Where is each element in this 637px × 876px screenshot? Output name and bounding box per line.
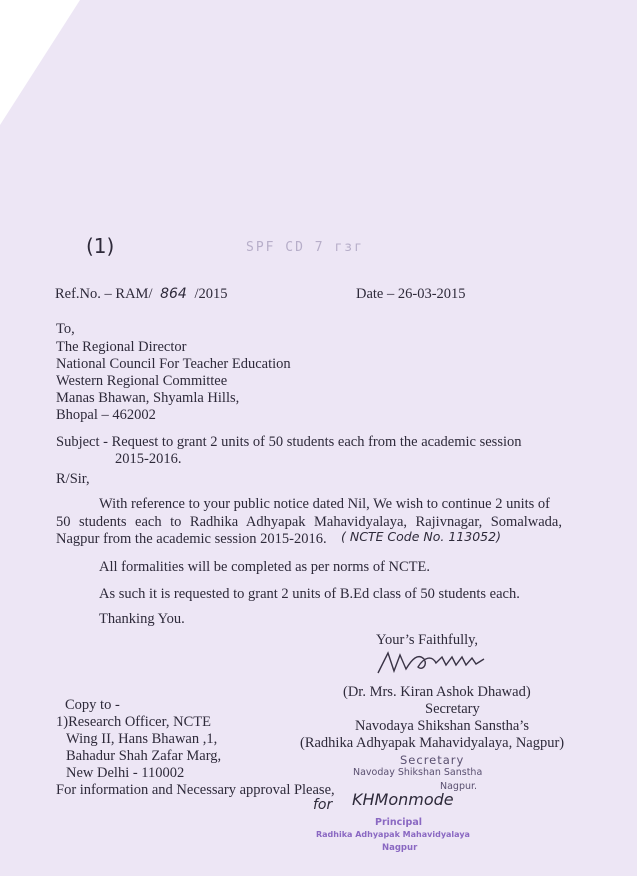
ref-handwritten-number: 864 [160, 286, 187, 302]
for-handwritten: for [313, 797, 333, 813]
principal-stamp-city: Nagpur [382, 843, 418, 853]
address-line: National Council For Teacher Education [56, 356, 291, 372]
ref-prefix: Ref.No. – RAM/ [55, 286, 153, 302]
thanking-line: Thanking You. [99, 611, 185, 627]
secretary-stamp-title: Secretary [400, 753, 465, 767]
copy-to-line: New Delhi - 110002 [66, 765, 185, 781]
principal-stamp-institution: Radhika Adhyapak Mahavidyalaya [316, 830, 470, 839]
copy-to-line: Bahadur Shah Zafar Marg, [66, 748, 222, 764]
letter-date: Date – 26-03-2015 [356, 286, 466, 302]
to-salutation: To, [56, 321, 75, 337]
secretary-signature [372, 645, 502, 679]
copy-to-heading: Copy to - [65, 697, 120, 713]
body-paragraph-line: Nagpur from the academic session 2015-2016. [56, 531, 327, 547]
page-marker: (1) [86, 234, 115, 258]
ref-suffix: /2015 [194, 286, 228, 302]
folded-corner [0, 0, 80, 125]
secretary-stamp-city: Nagpur. [440, 781, 478, 792]
closing-faithfully: Your’s Faithfully, [376, 632, 479, 648]
signatory-name: (Dr. Mrs. Kiran Ashok Dhawad) [343, 684, 531, 700]
copy-to-footer: For information and Necessary approval Please, [56, 782, 335, 798]
body-paragraph-line: 50 students each to Radhika Adhyapak Mahavidyalaya, Rajivnagar, Somalwada, [56, 514, 562, 530]
principal-signature: KHMonmode [352, 790, 454, 809]
body-paragraph: All formalities will be completed as per norms of NCTE. [99, 559, 431, 575]
greeting: R/Sir, [56, 471, 90, 487]
address-line: Western Regional Committee [56, 373, 228, 389]
reference-number [55, 286, 228, 303]
principal-stamp-title: Principal [375, 817, 423, 828]
body-paragraph: As such it is requested to grant 2 units of B.Ed class of 50 students each. [99, 586, 520, 602]
secretary-stamp-org: Navoday Shikshan Sanstha [353, 767, 483, 778]
signatory-title: Secretary [425, 701, 480, 717]
institution-name: (Radhika Adhyapak Mahavidyalaya, Nagpur) [300, 735, 565, 751]
ncte-code-handwritten: ( NCTE Code No. 113052) [341, 529, 501, 544]
address-line: The Regional Director [56, 339, 187, 355]
subject-line-continued: 2015-2016. [115, 451, 182, 467]
copy-to-line: 1)Research Officer, NCTE [56, 714, 211, 730]
faint-stamp: SPF CD 7 гзг [246, 240, 364, 255]
address-line: Manas Bhawan, Shyamla Hills, [56, 390, 240, 406]
organization-name: Navodaya Shikshan Sanstha’s [355, 718, 529, 734]
copy-to-line: Wing II, Hans Bhawan ,1, [66, 731, 218, 747]
subject-line: Subject - Request to grant 2 units of 50 students each from the academic session [56, 434, 522, 450]
body-paragraph-line: With reference to your public notice dated Nil, We wish to continue 2 units of [99, 496, 550, 512]
address-line: Bhopal – 462002 [56, 407, 156, 423]
